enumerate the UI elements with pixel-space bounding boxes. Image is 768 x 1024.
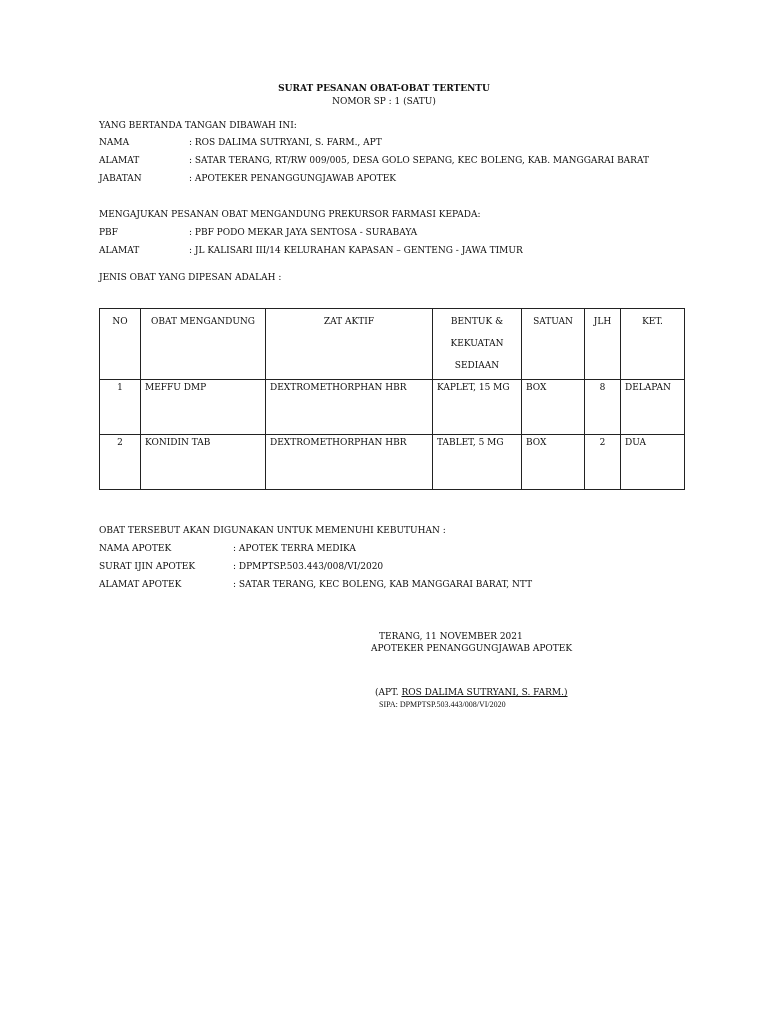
supplier-intro: MENGAJUKAN PESANAN OBAT MENGANDUNG PREKURSOR FARMASI KEPADA: xyxy=(99,210,481,220)
cell-note: DELAPAN xyxy=(621,380,685,435)
signer-intro: YANG BERTANDA TANGAN DIBAWAH INI: xyxy=(99,121,297,131)
document-number: NOMOR SP : 1 (SATU) xyxy=(332,97,436,107)
cell-no: 2 xyxy=(100,435,141,490)
cell-no: 1 xyxy=(100,380,141,435)
signer-name-value: : ROS DALIMA SUTRYANI, S. FARM., APT xyxy=(189,138,382,148)
col-header-form xyxy=(433,309,522,380)
pharmacy-address-value: : SATAR TERANG, KEC BOLENG, KAB MANGGARAI BARAT, NTT xyxy=(233,580,533,590)
order-table-header xyxy=(100,309,685,380)
pharmacy-name-value: : APOTEK TERRA MEDIKA xyxy=(233,544,356,554)
supplier-address-value: : JL KALISARI III/14 KELURAHAN KAPASAN – GENTENG - JAWA TIMUR xyxy=(189,246,523,256)
col-header-form-line2: KEKUATAN xyxy=(450,339,504,349)
cell-note: DUA xyxy=(621,435,685,490)
col-header-form-line3: SEDIAAN xyxy=(454,361,500,371)
signature-role: APOTEKER PENANGGUNGJAWAB APOTEK xyxy=(371,644,573,654)
cell-active: DEXTROMETHORPHAN HBR xyxy=(266,380,433,435)
col-header-unit: SATUAN xyxy=(522,309,585,380)
signature-place-date: TERANG, 11 NOVEMBER 2021 xyxy=(379,632,523,642)
cell-qty: 8 xyxy=(585,380,621,435)
cell-drug: MEFFU DMP xyxy=(141,380,266,435)
col-header-form-line1: BENTUK & xyxy=(450,317,504,327)
cell-form: KAPLET, 15 MG xyxy=(433,380,522,435)
col-header-note: KET. xyxy=(621,309,685,380)
col-header-no: NO xyxy=(100,309,141,380)
col-header-drug: OBAT MENGANDUNG xyxy=(141,309,266,380)
cell-active: DEXTROMETHORPHAN HBR xyxy=(266,435,433,490)
supplier-pbf-label: PBF xyxy=(99,228,118,238)
pharmacy-license-label: SURAT IJIN APOTEK xyxy=(99,562,196,572)
cell-qty: 2 xyxy=(585,435,621,490)
col-header-qty: JLH xyxy=(585,309,621,380)
supplier-address-label: ALAMAT xyxy=(99,246,140,256)
order-intro: JENIS OBAT YANG DIPESAN ADALAH : xyxy=(99,273,282,283)
signer-name-label: NAMA xyxy=(99,138,130,148)
signer-address-value: : SATAR TERANG, RT/RW 009/005, DESA GOLO SEPANG, KEC BOLENG, KAB. MANGGARAI BARAT xyxy=(189,156,649,166)
cell-unit: BOX xyxy=(522,435,585,490)
signer-address-label: ALAMAT xyxy=(99,156,140,166)
cell-form: TABLET, 5 MG xyxy=(433,435,522,490)
signer-position-value: : APOTEKER PENANGGUNGJAWAB APOTEK xyxy=(189,174,396,184)
pharmacy-license-value: : DPMPTSP.503.443/008/VI/2020 xyxy=(233,562,384,572)
signer-position-label: JABATAN xyxy=(99,174,142,184)
pharmacy-address-label: ALAMAT APOTEK xyxy=(99,580,182,590)
supplier-pbf-value: : PBF PODO MEKAR JAYA SENTOSA - SURABAYA xyxy=(189,228,418,238)
signature-name: ROS DALIMA SUTRYANI, S. FARM.) xyxy=(401,688,568,698)
cell-unit: BOX xyxy=(522,380,585,435)
cell-drug: KONIDIN TAB xyxy=(141,435,266,490)
order-table xyxy=(99,308,685,490)
signature-name-prefix: (APT. xyxy=(375,688,402,698)
document-title: SURAT PESANAN OBAT-OBAT TERTENTU xyxy=(278,84,490,94)
signature-name-block xyxy=(375,687,568,699)
col-header-active: ZAT AKTIF xyxy=(266,309,433,380)
pharmacy-name-label: NAMA APOTEK xyxy=(99,544,172,554)
signature-sipa: SIPA: DPMPTSP.503.443/008/VI/2020 xyxy=(379,700,506,709)
table-row xyxy=(100,380,685,435)
pharmacy-intro: OBAT TERSEBUT AKAN DIGUNAKAN UNTUK MEMENUHI KEBUTUHAN : xyxy=(99,526,446,536)
table-row xyxy=(100,435,685,490)
